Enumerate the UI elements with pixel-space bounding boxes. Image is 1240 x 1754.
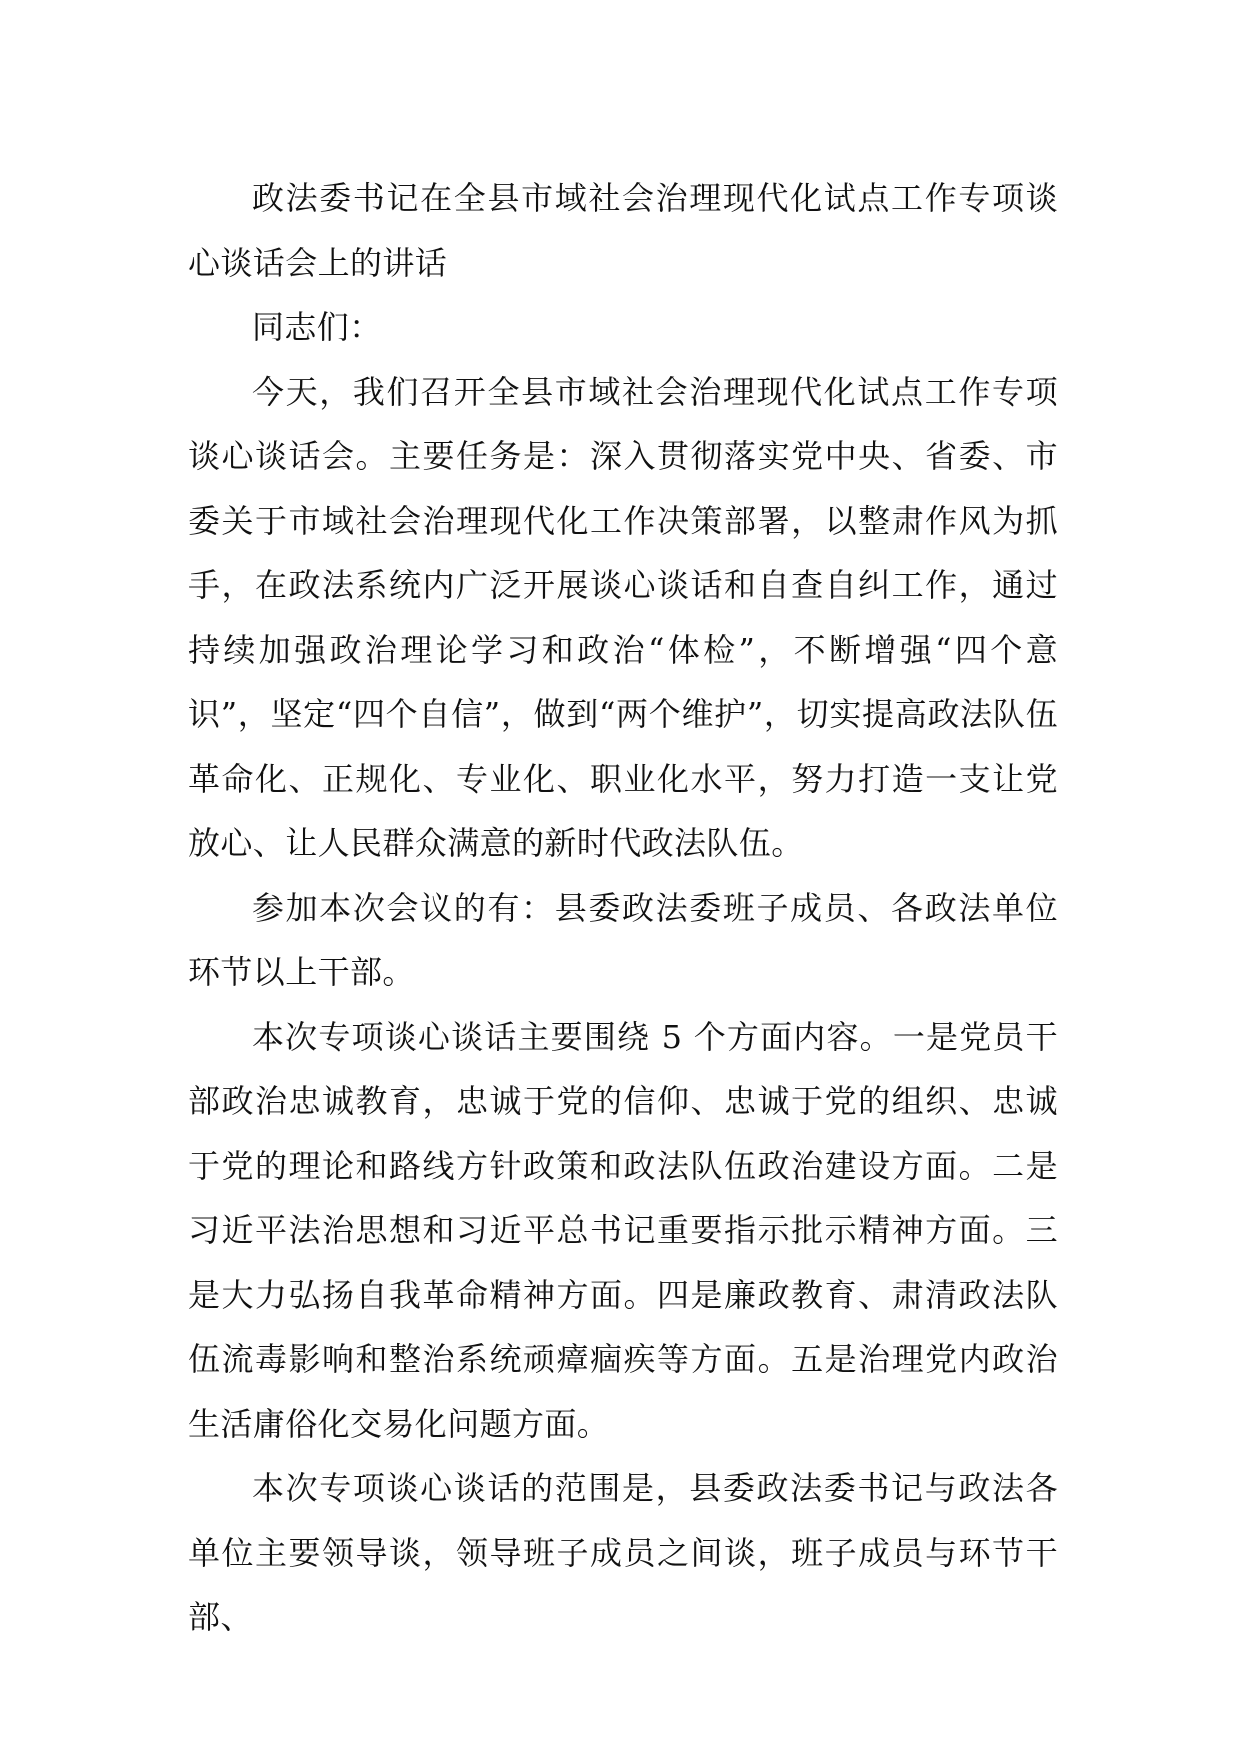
paragraph-intro: 今天，我们召开全县市域社会治理现代化试点工作专项谈心谈话会。主要任务是：深入贯彻落实党中央、省委、市委关于市域社会治理现代化工作决策部署，以整肃作风为抓手，在政法系统内广泛开展谈心谈话和自查自纠工作，通过持续加强政治理论学习和政治“体检”，不断增强“四个意识”，坚定“四个自信”，做到“两个维护”，切实提高政法队伍革命化、正规化、专业化、职业化水平，努力打造一支让党放心、让人民群众满意的新时代政法队伍。: [188, 372, 1058, 862]
paragraph-topics: 本次专项谈心谈话主要围绕 5 个方面内容。一是党员干部政治忠诚教育，忠诚于党的信仰、忠诚于党的组织、忠诚于党的理论和路线方针政策和政法队伍政治建设方面。二是习近平法治思想和习近平总书记重要指示批示精神方面。三是大力弘扬自我革命精神方面。四是廉政教育、肃清政法队伍流毒影响和整治系统顽瘴痼疾等方面。五是治理党内政治生活庸俗化交易化问题方面。: [188, 1017, 1058, 1443]
document-body: [188, 166, 1058, 1650]
salutation: 同志们：: [252, 308, 382, 346]
paragraph-scope: 本次专项谈心谈话的范围是，县委政法委书记与政法各单位主要领导谈，领导班子成员之间谈，班子成员与环节干部、: [188, 1469, 1058, 1636]
paragraph-attendees: 参加本次会议的有：县委政法委班子成员、各政法单位环节以上干部。: [188, 888, 1058, 991]
document-title: 政法委书记在全县市域社会治理现代化试点工作专项谈心谈话会上的讲话: [188, 179, 1058, 282]
